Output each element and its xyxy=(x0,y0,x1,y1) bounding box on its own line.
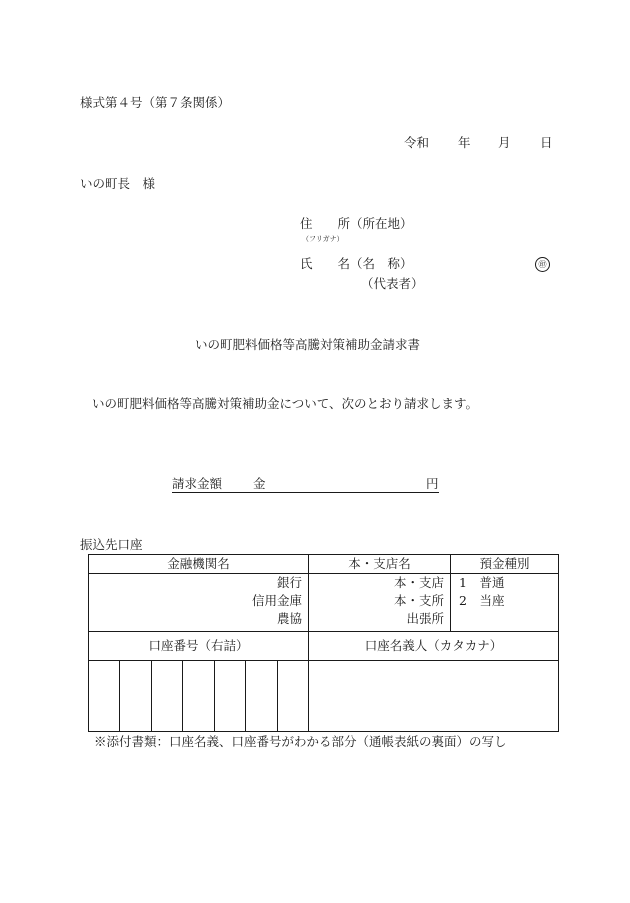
account-digit-box[interactable] xyxy=(246,661,277,731)
addressee: いの町長 様 xyxy=(80,176,156,191)
deposit-type-header: 預金種別 xyxy=(451,555,559,574)
account-digit-box[interactable] xyxy=(152,661,183,731)
bank-type-nokyo: 農協 xyxy=(276,611,302,626)
bank-type-bank: 銀行 xyxy=(276,575,302,590)
account-holder-header: 口座名義人（カタカナ） xyxy=(309,632,559,661)
account-digit-box[interactable] xyxy=(183,661,214,731)
furigana-label: （フリガナ） xyxy=(302,235,344,243)
deposit-type-cell[interactable] xyxy=(451,574,559,632)
form-number: 様式第４号（第７条関係） xyxy=(80,95,231,110)
amount-yen: 円 xyxy=(426,476,439,491)
amount-underline xyxy=(172,492,439,493)
deposit-type-futsu: 1 普通 xyxy=(459,575,505,590)
branch-type-honshiten: 本・支店 xyxy=(393,575,444,590)
date-day: 日 xyxy=(540,135,553,150)
account-digit-box[interactable] xyxy=(120,661,151,731)
account-number-cell[interactable] xyxy=(89,661,309,732)
date-year: 年 xyxy=(458,135,471,150)
account-table xyxy=(88,554,559,732)
bank-header: 金融機関名 xyxy=(89,555,309,574)
deposit-type-toza: 2 当座 xyxy=(459,593,505,608)
bank-type-shinkin: 信用金庫 xyxy=(251,593,302,608)
date-month: 月 xyxy=(498,135,511,150)
branch-header: 本・支店名 xyxy=(309,555,451,574)
account-number-header: 口座番号（右詰） xyxy=(89,632,309,661)
amount-label: 請求金額 xyxy=(172,476,223,491)
account-digit-box[interactable] xyxy=(89,661,120,731)
date-era: 令和 xyxy=(404,135,430,150)
branch-type-honshisho: 本・支所 xyxy=(393,593,444,608)
branch-name-cell[interactable] xyxy=(309,574,451,632)
representative-label: （代表者） xyxy=(361,276,424,291)
seal-icon: ㊞ xyxy=(535,257,550,272)
body-text: いの町肥料価格等高騰対策補助金について、次のとおり請求します。 xyxy=(92,396,479,411)
amount-kin: 金 xyxy=(253,476,266,491)
seal-mark xyxy=(535,257,550,272)
attachment-note: ※添付書類：口座名義、口座番号がわかる部分（通帳表紙の裏面）の写し xyxy=(94,734,507,749)
account-holder-cell[interactable] xyxy=(309,661,559,732)
name-label: 氏 名（名 称） xyxy=(300,256,413,271)
account-digit-box[interactable] xyxy=(215,661,246,731)
account-digit-box[interactable] xyxy=(278,661,308,731)
address-label: 住 所（所在地） xyxy=(300,216,413,231)
branch-type-shutchojo: 出張所 xyxy=(406,611,444,626)
account-section-label: 振込先口座 xyxy=(80,537,143,552)
document-title: いの町肥料価格等高騰対策補助金請求書 xyxy=(195,337,421,352)
bank-name-cell[interactable] xyxy=(89,574,309,632)
